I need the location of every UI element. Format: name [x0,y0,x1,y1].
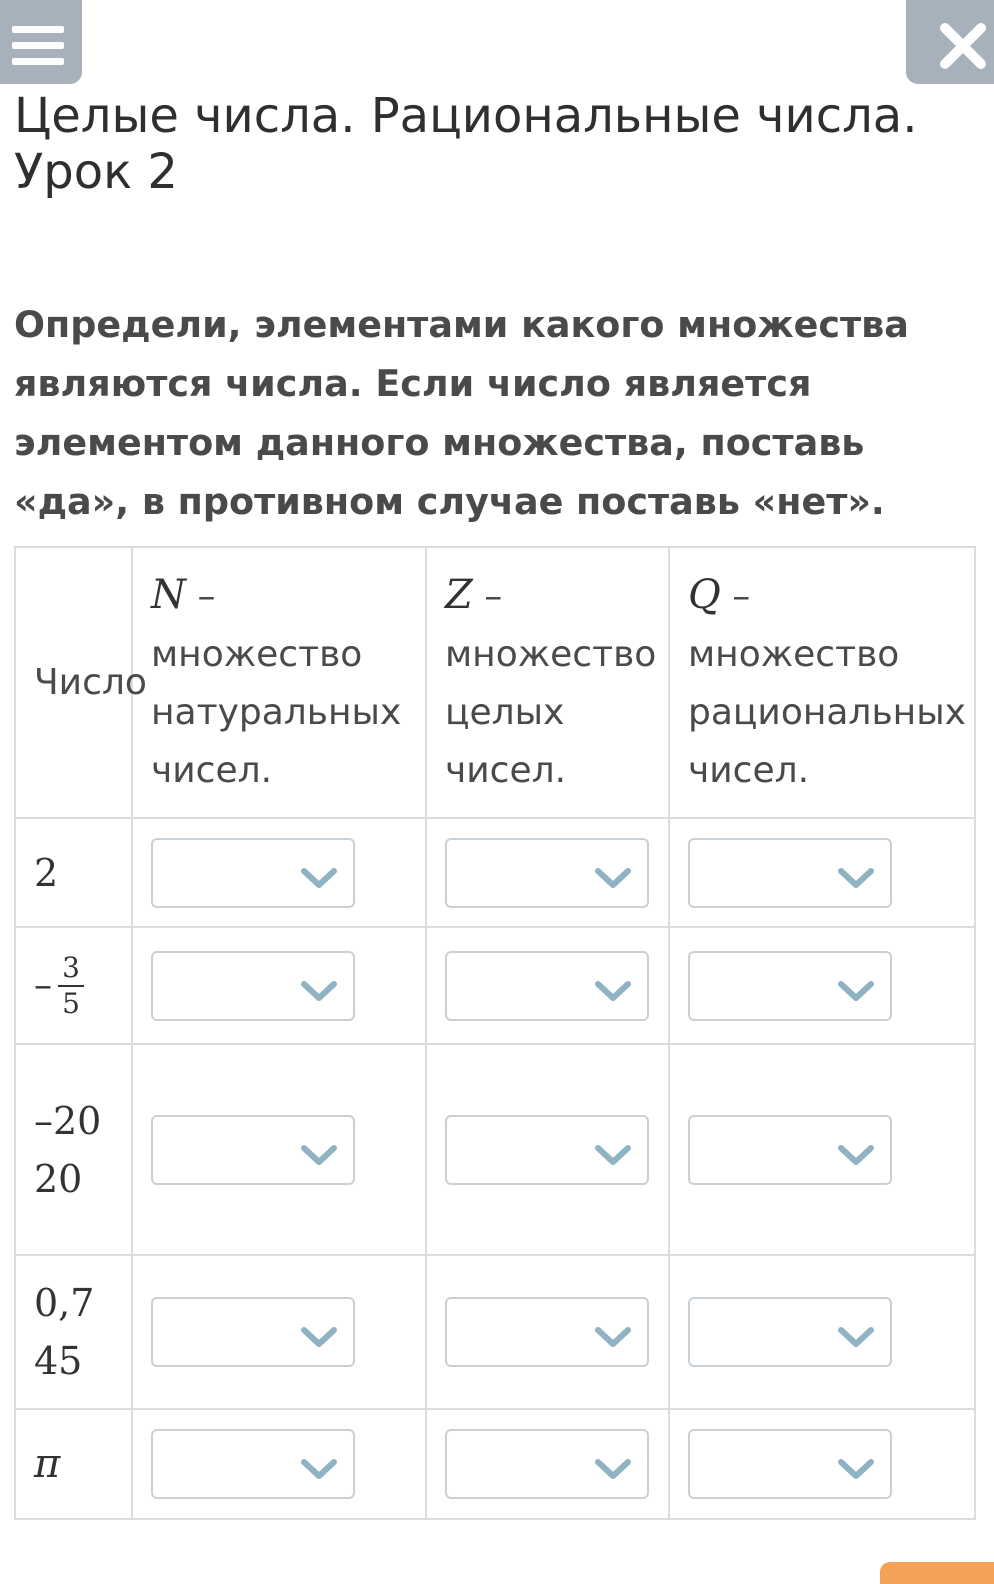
chevron-down-icon [299,1143,339,1167]
table-row [15,1409,975,1519]
column-desc-n: множество натуральных чисел. [151,633,402,791]
next-button[interactable] [880,1562,994,1584]
chevron-down-icon [593,866,633,890]
answer-dropdown-z[interactable] [445,951,649,1021]
table-row [15,1044,975,1255]
chevron-down-icon [836,979,876,1003]
answer-dropdown-n[interactable] [151,951,355,1021]
answer-dropdown-q[interactable] [688,1115,892,1185]
row-number: –2020 [15,1044,132,1255]
page-title: Целые числа. Рациональные числа. Урок 2 [14,88,918,200]
chevron-down-icon [299,979,339,1003]
header-dash: – [720,575,751,617]
answer-dropdown-q[interactable] [688,1429,892,1499]
header-dash: – [472,575,503,617]
column-desc-q: множество рациональных чисел. [688,633,966,791]
chevron-down-icon [593,1325,633,1349]
column-desc-z: множество целых чисел. [445,633,657,791]
column-header-q [669,547,975,818]
fraction-numerator: 3 [62,950,80,984]
chevron-down-icon [593,979,633,1003]
fraction-denominator: 5 [62,986,80,1020]
chevron-down-icon [593,1457,633,1481]
answer-dropdown-q[interactable] [688,951,892,1021]
chevron-down-icon [836,866,876,890]
answer-dropdown-q[interactable] [688,1297,892,1367]
answer-dropdown-n[interactable] [151,838,355,908]
column-header-n [132,547,426,818]
chevron-down-icon [836,1325,876,1349]
pi-symbol: π [34,1441,61,1487]
chevron-down-icon [299,1457,339,1481]
answer-dropdown-n[interactable] [151,1429,355,1499]
table-header-row [15,547,975,818]
column-header-z [426,547,669,818]
set-letter-q: Q [688,571,721,618]
chevron-down-icon [593,1143,633,1167]
set-letter-n: N [151,571,186,618]
number-column-header: Число [15,547,132,818]
table-row [15,818,975,927]
header-dash: – [186,575,216,617]
chevron-down-icon [299,866,339,890]
answer-dropdown-z[interactable] [445,1115,649,1185]
row-number: 2 [15,818,132,927]
close-button[interactable] [906,0,994,84]
close-icon [937,20,989,72]
question-text: Определи, элементами какого множества являются числа. Если число является элементом данного множества, поставь «да», в противном случае поставь «нет». [14,303,909,523]
row-number: 0,745 [15,1255,132,1409]
row-number [15,927,132,1044]
row-number [15,1409,132,1519]
answer-dropdown-n[interactable] [151,1115,355,1185]
chevron-down-icon [299,1325,339,1349]
answer-dropdown-z[interactable] [445,838,649,908]
table-row [15,1255,975,1409]
set-letter-z: Z [445,571,473,618]
answer-dropdown-z[interactable] [445,1429,649,1499]
chevron-down-icon [836,1143,876,1167]
chevron-down-icon [836,1457,876,1481]
fraction-minus: – [34,964,52,1006]
table-row [15,927,975,1044]
answer-dropdown-q[interactable] [688,838,892,908]
menu-button[interactable] [0,0,82,84]
fraction [34,950,84,1020]
hamburger-icon [12,26,64,65]
answer-table [14,546,976,1520]
answer-dropdown-n[interactable] [151,1297,355,1367]
answer-dropdown-z[interactable] [445,1297,649,1367]
